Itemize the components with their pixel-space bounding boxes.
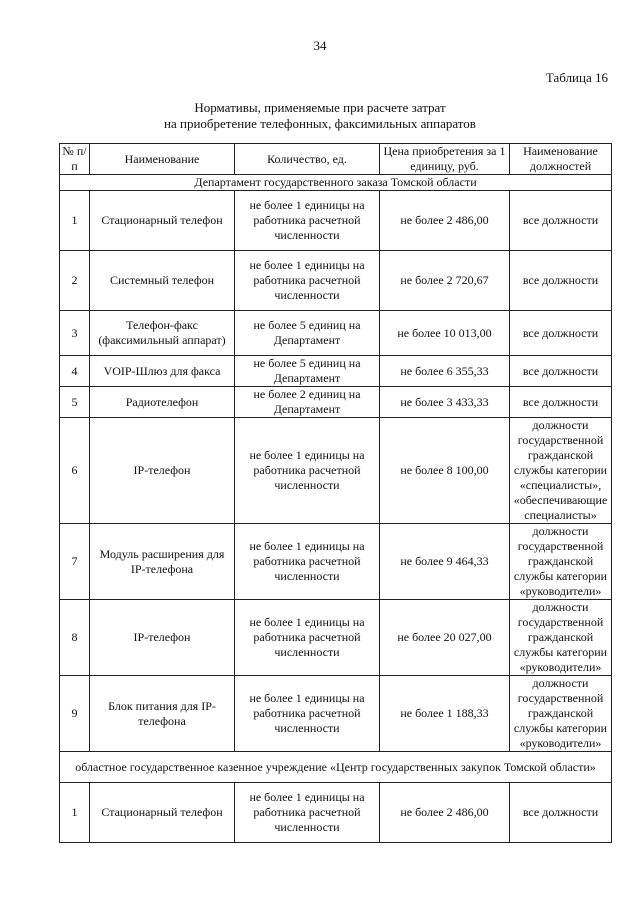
norms-table	[59, 143, 612, 843]
section-row	[60, 175, 612, 191]
header-name: Наименование	[90, 144, 235, 175]
cell-qty: не более 5 единиц на Департамент	[235, 356, 380, 387]
table-row	[60, 418, 612, 524]
cell-num: 5	[60, 387, 90, 418]
page-number: 34	[313, 38, 327, 53]
table-row	[60, 783, 612, 843]
cell-positions: все должности	[510, 783, 612, 843]
table-row	[60, 251, 612, 311]
cell-name: Радиотелефон	[90, 387, 235, 418]
table-row	[60, 387, 612, 418]
cell-qty: не более 1 единицы на работника расчетной численности	[235, 783, 380, 843]
cell-positions: все должности	[510, 387, 612, 418]
cell-qty: не более 5 единиц на Департамент	[235, 311, 380, 356]
cell-num: 3	[60, 311, 90, 356]
table-row	[60, 311, 612, 356]
title-line-2: на приобретение телефонных, факсимильных аппаратов	[164, 116, 476, 131]
cell-price: не более 9 464,33	[380, 524, 510, 600]
cell-num: 9	[60, 676, 90, 752]
cell-price: не более 3 433,33	[380, 387, 510, 418]
cell-qty: не более 1 единицы на работника расчетной численности	[235, 251, 380, 311]
section-row	[60, 752, 612, 783]
cell-positions: должности государственной гражданской службы категории «руководители»	[510, 676, 612, 752]
table-row	[60, 524, 612, 600]
cell-price: не более 2 486,00	[380, 783, 510, 843]
cell-qty: не более 1 единицы на работника расчетной численности	[235, 191, 380, 251]
cell-price: не более 2 486,00	[380, 191, 510, 251]
section-title: Департамент государственного заказа Томской области	[60, 175, 612, 191]
cell-price: не более 8 100,00	[380, 418, 510, 524]
cell-name: Телефон-факс (факсимильный аппарат)	[90, 311, 235, 356]
header-num: № п/п	[60, 144, 90, 175]
cell-price: не более 2 720,67	[380, 251, 510, 311]
cell-num: 6	[60, 418, 90, 524]
header-row	[60, 144, 612, 175]
cell-qty: не более 1 единицы на работника расчетной численности	[235, 600, 380, 676]
cell-price: не более 1 188,33	[380, 676, 510, 752]
cell-name: Блок питания для IP-телефона	[90, 676, 235, 752]
cell-positions: все должности	[510, 356, 612, 387]
cell-name: VOIP-Шлюз для факса	[90, 356, 235, 387]
cell-positions: должности государственной гражданской службы категории «специалисты», «обеспечивающие специалисты»	[510, 418, 612, 524]
cell-num: 1	[60, 191, 90, 251]
cell-num: 8	[60, 600, 90, 676]
cell-name: Системный телефон	[90, 251, 235, 311]
cell-positions: должности государственной гражданской службы категории «руководители»	[510, 600, 612, 676]
cell-num: 4	[60, 356, 90, 387]
table-title	[0, 100, 640, 132]
cell-price: не более 10 013,00	[380, 311, 510, 356]
cell-price: не более 20 027,00	[380, 600, 510, 676]
cell-price: не более 6 355,33	[380, 356, 510, 387]
table-row	[60, 676, 612, 752]
header-price: Цена приобретения за 1 единицу, руб.	[380, 144, 510, 175]
table-row	[60, 600, 612, 676]
header-qty: Количество, ед.	[235, 144, 380, 175]
cell-positions: все должности	[510, 251, 612, 311]
table-row	[60, 191, 612, 251]
cell-name: IP-телефон	[90, 418, 235, 524]
cell-positions: все должности	[510, 191, 612, 251]
table-row	[60, 356, 612, 387]
table-label: Таблица 16	[545, 70, 608, 85]
cell-qty: не более 1 единицы на работника расчетной численности	[235, 524, 380, 600]
cell-name: Стационарный телефон	[90, 191, 235, 251]
cell-positions: должности государственной гражданской службы категории «руководители»	[510, 524, 612, 600]
cell-qty: не более 2 единиц на Департамент	[235, 387, 380, 418]
cell-num: 1	[60, 783, 90, 843]
cell-positions: все должности	[510, 311, 612, 356]
cell-name: IP-телефон	[90, 600, 235, 676]
cell-name: Стационарный телефон	[90, 783, 235, 843]
section-title: областное государственное казенное учреждение «Центр государственных закупок Томской области»	[60, 752, 612, 783]
cell-num: 2	[60, 251, 90, 311]
cell-qty: не более 1 единицы на работника расчетной численности	[235, 676, 380, 752]
title-line-1: Нормативы, применяемые при расчете затрат	[194, 100, 446, 115]
cell-num: 7	[60, 524, 90, 600]
cell-qty: не более 1 единицы на работника расчетной численности	[235, 418, 380, 524]
header-positions: Наименование должностей	[510, 144, 612, 175]
cell-name: Модуль расширения для IP-телефона	[90, 524, 235, 600]
